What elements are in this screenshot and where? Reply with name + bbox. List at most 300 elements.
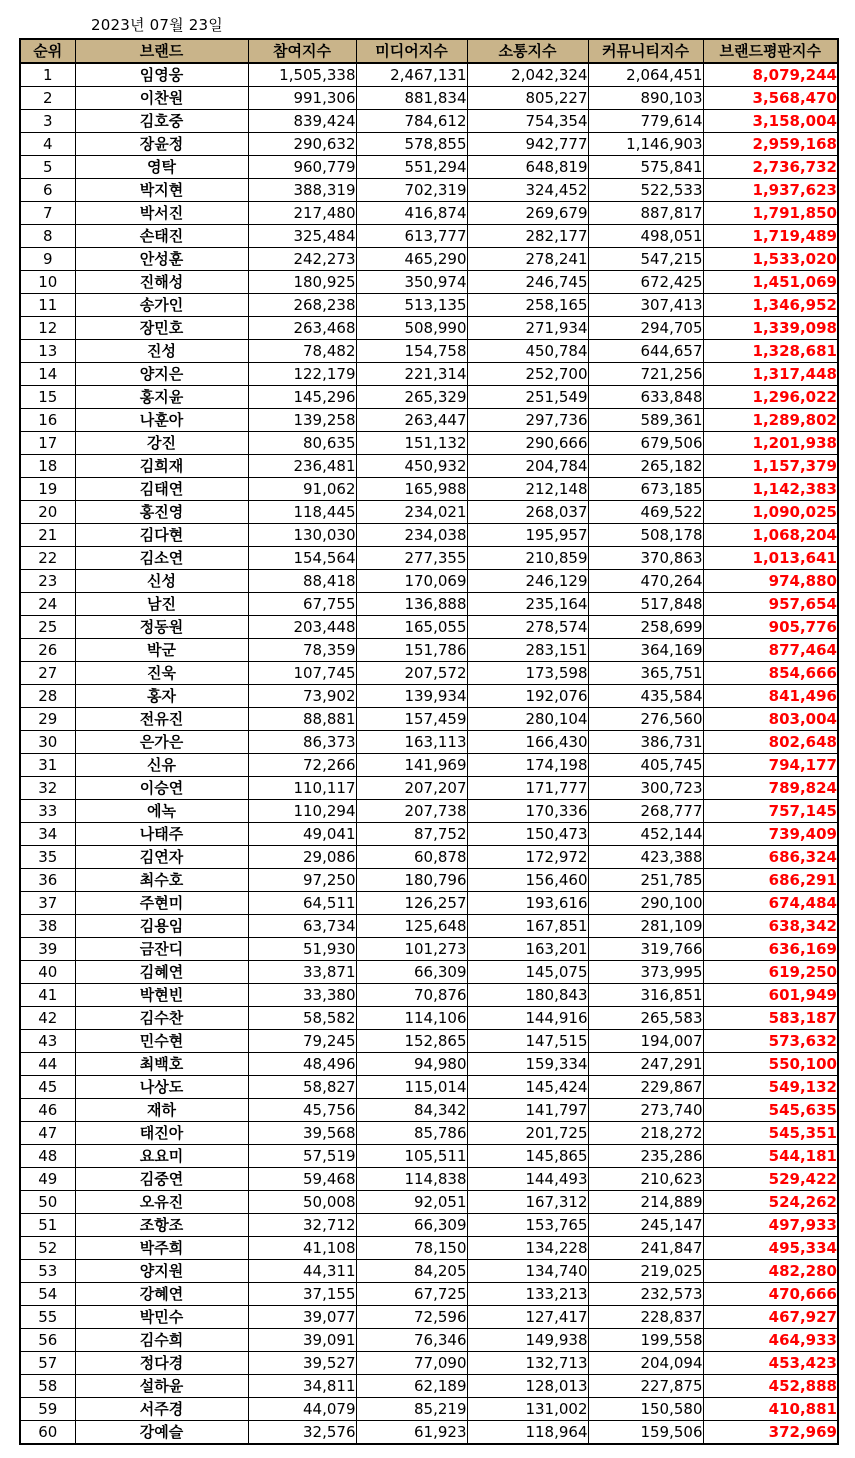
cell-brand-reputation: 803,004 [703, 708, 838, 731]
table-row [20, 1145, 838, 1168]
cell-brand-reputation: 410,881 [703, 1398, 838, 1421]
cell-media: 66,309 [356, 961, 467, 984]
cell-brand: 오유진 [75, 1191, 248, 1214]
cell-participation: 236,481 [248, 455, 356, 478]
cell-communication: 174,198 [467, 754, 588, 777]
cell-media: 87,752 [356, 823, 467, 846]
cell-community: 268,777 [588, 800, 703, 823]
table-row [20, 662, 838, 685]
cell-brand-reputation: 453,423 [703, 1352, 838, 1375]
cell-communication: 212,148 [467, 478, 588, 501]
cell-participation: 839,424 [248, 110, 356, 133]
cell-community: 199,558 [588, 1329, 703, 1352]
cell-brand-reputation: 8,079,244 [703, 63, 838, 87]
cell-media: 85,786 [356, 1122, 467, 1145]
table-row [20, 133, 838, 156]
cell-participation: 48,496 [248, 1053, 356, 1076]
cell-media: 101,273 [356, 938, 467, 961]
cell-communication: 131,002 [467, 1398, 588, 1421]
cell-community: 423,388 [588, 846, 703, 869]
cell-participation: 154,564 [248, 547, 356, 570]
cell-brand: 요요미 [75, 1145, 248, 1168]
cell-participation: 72,266 [248, 754, 356, 777]
cell-communication: 159,334 [467, 1053, 588, 1076]
cell-media: 221,314 [356, 363, 467, 386]
cell-rank: 54 [20, 1283, 75, 1306]
cell-rank: 50 [20, 1191, 75, 1214]
table-row [20, 340, 838, 363]
cell-community: 300,723 [588, 777, 703, 800]
cell-media: 508,990 [356, 317, 467, 340]
table-row [20, 63, 838, 87]
cell-community: 435,584 [588, 685, 703, 708]
cell-community: 469,522 [588, 501, 703, 524]
cell-brand: 강진 [75, 432, 248, 455]
cell-communication: 134,228 [467, 1237, 588, 1260]
cell-participation: 37,155 [248, 1283, 356, 1306]
cell-participation: 388,319 [248, 179, 356, 202]
cell-communication: 144,916 [467, 1007, 588, 1030]
cell-rank: 21 [20, 524, 75, 547]
column-header-brand: 브랜드 [75, 39, 248, 63]
cell-brand-reputation: 497,933 [703, 1214, 838, 1237]
cell-media: 207,738 [356, 800, 467, 823]
cell-brand-reputation: 1,142,383 [703, 478, 838, 501]
cell-brand-reputation: 802,648 [703, 731, 838, 754]
cell-brand: 나태주 [75, 823, 248, 846]
cell-brand-reputation: 1,296,022 [703, 386, 838, 409]
cell-brand: 홍진영 [75, 501, 248, 524]
column-header-media: 미디어지수 [356, 39, 467, 63]
cell-participation: 49,041 [248, 823, 356, 846]
cell-brand: 신성 [75, 570, 248, 593]
table-row [20, 248, 838, 271]
cell-brand-reputation: 877,464 [703, 639, 838, 662]
cell-community: 307,413 [588, 294, 703, 317]
cell-rank: 31 [20, 754, 75, 777]
cell-community: 2,064,451 [588, 63, 703, 87]
cell-communication: 246,129 [467, 570, 588, 593]
cell-participation: 263,468 [248, 317, 356, 340]
cell-brand: 에녹 [75, 800, 248, 823]
table-row [20, 225, 838, 248]
table-row [20, 639, 838, 662]
cell-participation: 268,238 [248, 294, 356, 317]
cell-communication: 942,777 [467, 133, 588, 156]
cell-participation: 39,091 [248, 1329, 356, 1352]
cell-media: 513,135 [356, 294, 467, 317]
cell-community: 405,745 [588, 754, 703, 777]
cell-brand: 신유 [75, 754, 248, 777]
cell-participation: 180,925 [248, 271, 356, 294]
cell-community: 316,851 [588, 984, 703, 1007]
cell-participation: 33,871 [248, 961, 356, 984]
cell-rank: 51 [20, 1214, 75, 1237]
cell-brand: 김용임 [75, 915, 248, 938]
cell-brand-reputation: 1,533,020 [703, 248, 838, 271]
cell-community: 589,361 [588, 409, 703, 432]
cell-brand-reputation: 789,824 [703, 777, 838, 800]
cell-participation: 73,902 [248, 685, 356, 708]
cell-brand-reputation: 2,959,168 [703, 133, 838, 156]
table-row [20, 593, 838, 616]
cell-rank: 57 [20, 1352, 75, 1375]
cell-brand-reputation: 470,666 [703, 1283, 838, 1306]
cell-brand-reputation: 1,328,681 [703, 340, 838, 363]
cell-community: 232,573 [588, 1283, 703, 1306]
table-row [20, 984, 838, 1007]
cell-rank: 58 [20, 1375, 75, 1398]
cell-participation: 34,811 [248, 1375, 356, 1398]
cell-communication: 201,725 [467, 1122, 588, 1145]
cell-brand: 이찬원 [75, 87, 248, 110]
cell-participation: 64,511 [248, 892, 356, 915]
cell-participation: 130,030 [248, 524, 356, 547]
cell-communication: 282,177 [467, 225, 588, 248]
cell-brand-reputation: 686,324 [703, 846, 838, 869]
report-date: 2023년 07월 23일 [91, 16, 223, 34]
cell-community: 890,103 [588, 87, 703, 110]
cell-brand: 양지원 [75, 1260, 248, 1283]
cell-media: 126,257 [356, 892, 467, 915]
cell-brand: 전유진 [75, 708, 248, 731]
cell-brand: 나상도 [75, 1076, 248, 1099]
cell-communication: 163,201 [467, 938, 588, 961]
cell-media: 105,511 [356, 1145, 467, 1168]
cell-participation: 33,380 [248, 984, 356, 1007]
cell-media: 165,988 [356, 478, 467, 501]
cell-rank: 19 [20, 478, 75, 501]
table-row [20, 524, 838, 547]
cell-community: 386,731 [588, 731, 703, 754]
cell-communication: 283,151 [467, 639, 588, 662]
cell-brand-reputation: 1,451,069 [703, 271, 838, 294]
cell-participation: 67,755 [248, 593, 356, 616]
cell-community: 547,215 [588, 248, 703, 271]
cell-community: 319,766 [588, 938, 703, 961]
cell-rank: 37 [20, 892, 75, 915]
cell-brand: 진성 [75, 340, 248, 363]
cell-participation: 57,519 [248, 1145, 356, 1168]
table-row [20, 87, 838, 110]
table-row [20, 708, 838, 731]
cell-communication: 246,745 [467, 271, 588, 294]
cell-media: 139,934 [356, 685, 467, 708]
cell-rank: 8 [20, 225, 75, 248]
cell-brand-reputation: 1,317,448 [703, 363, 838, 386]
cell-community: 294,705 [588, 317, 703, 340]
cell-participation: 110,294 [248, 800, 356, 823]
cell-communication: 133,213 [467, 1283, 588, 1306]
cell-media: 207,207 [356, 777, 467, 800]
column-header-brand-reputation: 브랜드평판지수 [703, 39, 838, 63]
cell-community: 281,109 [588, 915, 703, 938]
cell-brand-reputation: 573,632 [703, 1030, 838, 1053]
cell-participation: 80,635 [248, 432, 356, 455]
table-row [20, 1421, 838, 1445]
cell-participation: 203,448 [248, 616, 356, 639]
cell-media: 350,974 [356, 271, 467, 294]
cell-community: 470,264 [588, 570, 703, 593]
cell-communication: 193,616 [467, 892, 588, 915]
cell-brand: 서주경 [75, 1398, 248, 1421]
cell-brand: 양지은 [75, 363, 248, 386]
cell-community: 241,847 [588, 1237, 703, 1260]
cell-brand-reputation: 545,635 [703, 1099, 838, 1122]
cell-rank: 49 [20, 1168, 75, 1191]
cell-media: 114,838 [356, 1168, 467, 1191]
cell-brand: 이승연 [75, 777, 248, 800]
cell-community: 194,007 [588, 1030, 703, 1053]
cell-brand: 박현빈 [75, 984, 248, 1007]
table-row [20, 501, 838, 524]
cell-participation: 97,250 [248, 869, 356, 892]
cell-communication: 147,515 [467, 1030, 588, 1053]
cell-media: 152,865 [356, 1030, 467, 1053]
cell-brand: 김연자 [75, 846, 248, 869]
table-row [20, 317, 838, 340]
cell-media: 207,572 [356, 662, 467, 685]
cell-media: 151,786 [356, 639, 467, 662]
cell-rank: 29 [20, 708, 75, 731]
cell-rank: 32 [20, 777, 75, 800]
cell-brand-reputation: 1,719,489 [703, 225, 838, 248]
cell-brand-reputation: 905,776 [703, 616, 838, 639]
cell-community: 218,272 [588, 1122, 703, 1145]
cell-rank: 9 [20, 248, 75, 271]
cell-participation: 991,306 [248, 87, 356, 110]
cell-media: 784,612 [356, 110, 467, 133]
cell-brand-reputation: 601,949 [703, 984, 838, 1007]
cell-participation: 78,359 [248, 639, 356, 662]
cell-participation: 960,779 [248, 156, 356, 179]
table-row [20, 1076, 838, 1099]
cell-communication: 132,713 [467, 1352, 588, 1375]
cell-rank: 20 [20, 501, 75, 524]
cell-brand-reputation: 1,013,641 [703, 547, 838, 570]
cell-rank: 7 [20, 202, 75, 225]
cell-communication: 167,851 [467, 915, 588, 938]
cell-brand: 진해성 [75, 271, 248, 294]
cell-rank: 53 [20, 1260, 75, 1283]
cell-media: 78,150 [356, 1237, 467, 1260]
cell-participation: 29,086 [248, 846, 356, 869]
cell-community: 265,583 [588, 1007, 703, 1030]
cell-participation: 44,079 [248, 1398, 356, 1421]
cell-media: 72,596 [356, 1306, 467, 1329]
cell-media: 2,467,131 [356, 63, 467, 87]
cell-rank: 6 [20, 179, 75, 202]
cell-rank: 33 [20, 800, 75, 823]
cell-communication: 153,765 [467, 1214, 588, 1237]
cell-participation: 91,062 [248, 478, 356, 501]
cell-communication: 118,964 [467, 1421, 588, 1445]
cell-brand-reputation: 3,158,004 [703, 110, 838, 133]
cell-rank: 47 [20, 1122, 75, 1145]
cell-brand-reputation: 2,736,732 [703, 156, 838, 179]
cell-brand: 강혜연 [75, 1283, 248, 1306]
cell-community: 228,837 [588, 1306, 703, 1329]
cell-participation: 88,881 [248, 708, 356, 731]
cell-community: 210,623 [588, 1168, 703, 1191]
cell-participation: 63,734 [248, 915, 356, 938]
cell-participation: 139,258 [248, 409, 356, 432]
cell-media: 92,051 [356, 1191, 467, 1214]
table-row [20, 846, 838, 869]
table-row [20, 1099, 838, 1122]
cell-community: 258,699 [588, 616, 703, 639]
cell-rank: 28 [20, 685, 75, 708]
cell-community: 672,425 [588, 271, 703, 294]
cell-community: 365,751 [588, 662, 703, 685]
cell-rank: 16 [20, 409, 75, 432]
cell-community: 219,025 [588, 1260, 703, 1283]
cell-participation: 58,582 [248, 1007, 356, 1030]
table-row [20, 892, 838, 915]
table-row [20, 869, 838, 892]
cell-communication: 171,777 [467, 777, 588, 800]
cell-media: 151,132 [356, 432, 467, 455]
cell-communication: 324,452 [467, 179, 588, 202]
cell-rank: 60 [20, 1421, 75, 1445]
table-row [20, 777, 838, 800]
cell-community: 498,051 [588, 225, 703, 248]
cell-participation: 86,373 [248, 731, 356, 754]
cell-media: 277,355 [356, 547, 467, 570]
cell-rank: 55 [20, 1306, 75, 1329]
cell-media: 170,069 [356, 570, 467, 593]
cell-rank: 15 [20, 386, 75, 409]
cell-communication: 805,227 [467, 87, 588, 110]
cell-participation: 32,576 [248, 1421, 356, 1445]
cell-brand-reputation: 544,181 [703, 1145, 838, 1168]
cell-brand-reputation: 1,201,938 [703, 432, 838, 455]
cell-participation: 79,245 [248, 1030, 356, 1053]
table-row [20, 478, 838, 501]
cell-brand-reputation: 638,342 [703, 915, 838, 938]
cell-rank: 35 [20, 846, 75, 869]
cell-rank: 30 [20, 731, 75, 754]
cell-media: 61,923 [356, 1421, 467, 1445]
table-row [20, 294, 838, 317]
cell-brand-reputation: 619,250 [703, 961, 838, 984]
cell-brand-reputation: 529,422 [703, 1168, 838, 1191]
cell-media: 60,878 [356, 846, 467, 869]
cell-communication: 134,740 [467, 1260, 588, 1283]
cell-communication: 251,549 [467, 386, 588, 409]
cell-communication: 156,460 [467, 869, 588, 892]
cell-community: 214,889 [588, 1191, 703, 1214]
cell-media: 450,932 [356, 455, 467, 478]
cell-communication: 128,013 [467, 1375, 588, 1398]
cell-media: 115,014 [356, 1076, 467, 1099]
cell-communication: 280,104 [467, 708, 588, 731]
cell-brand: 김희재 [75, 455, 248, 478]
cell-media: 125,648 [356, 915, 467, 938]
cell-brand-reputation: 550,100 [703, 1053, 838, 1076]
cell-brand-reputation: 452,888 [703, 1375, 838, 1398]
cell-communication: 150,473 [467, 823, 588, 846]
cell-brand: 박서진 [75, 202, 248, 225]
cell-brand: 영탁 [75, 156, 248, 179]
table-row [20, 156, 838, 179]
cell-participation: 242,273 [248, 248, 356, 271]
cell-participation: 1,505,338 [248, 63, 356, 87]
cell-media: 702,319 [356, 179, 467, 202]
cell-media: 85,219 [356, 1398, 467, 1421]
cell-media: 67,725 [356, 1283, 467, 1306]
cell-participation: 88,418 [248, 570, 356, 593]
table-row [20, 386, 838, 409]
cell-brand-reputation: 636,169 [703, 938, 838, 961]
cell-rank: 12 [20, 317, 75, 340]
cell-community: 159,506 [588, 1421, 703, 1445]
cell-brand-reputation: 583,187 [703, 1007, 838, 1030]
cell-brand: 은가은 [75, 731, 248, 754]
cell-brand-reputation: 495,334 [703, 1237, 838, 1260]
table-row [20, 685, 838, 708]
header-row [20, 39, 838, 63]
cell-rank: 5 [20, 156, 75, 179]
column-header-rank: 순위 [20, 39, 75, 63]
cell-community: 235,286 [588, 1145, 703, 1168]
cell-brand-reputation: 524,262 [703, 1191, 838, 1214]
cell-brand-reputation: 794,177 [703, 754, 838, 777]
cell-rank: 24 [20, 593, 75, 616]
cell-community: 364,169 [588, 639, 703, 662]
cell-participation: 122,179 [248, 363, 356, 386]
cell-media: 62,189 [356, 1375, 467, 1398]
cell-rank: 40 [20, 961, 75, 984]
cell-community: 779,614 [588, 110, 703, 133]
cell-brand-reputation: 841,496 [703, 685, 838, 708]
cell-communication: 127,417 [467, 1306, 588, 1329]
cell-brand: 태진아 [75, 1122, 248, 1145]
cell-brand-reputation: 464,933 [703, 1329, 838, 1352]
cell-media: 234,021 [356, 501, 467, 524]
cell-communication: 166,430 [467, 731, 588, 754]
cell-rank: 27 [20, 662, 75, 685]
cell-community: 247,291 [588, 1053, 703, 1076]
cell-media: 157,459 [356, 708, 467, 731]
table-row [20, 1352, 838, 1375]
cell-communication: 173,598 [467, 662, 588, 685]
cell-rank: 36 [20, 869, 75, 892]
cell-community: 370,863 [588, 547, 703, 570]
cell-brand-reputation: 674,484 [703, 892, 838, 915]
table-row [20, 110, 838, 133]
cell-communication: 145,424 [467, 1076, 588, 1099]
cell-communication: 297,736 [467, 409, 588, 432]
cell-communication: 167,312 [467, 1191, 588, 1214]
cell-brand-reputation: 1,937,623 [703, 179, 838, 202]
table-row [20, 1329, 838, 1352]
cell-participation: 39,077 [248, 1306, 356, 1329]
cell-brand-reputation: 957,654 [703, 593, 838, 616]
cell-participation: 39,568 [248, 1122, 356, 1145]
cell-brand-reputation: 372,969 [703, 1421, 838, 1445]
column-header-communication: 소통지수 [467, 39, 588, 63]
cell-rank: 2 [20, 87, 75, 110]
cell-brand-reputation: 1,090,025 [703, 501, 838, 524]
cell-rank: 41 [20, 984, 75, 1007]
cell-community: 276,560 [588, 708, 703, 731]
cell-communication: 754,354 [467, 110, 588, 133]
cell-brand: 민수현 [75, 1030, 248, 1053]
cell-participation: 32,712 [248, 1214, 356, 1237]
table-row [20, 1260, 838, 1283]
cell-community: 150,580 [588, 1398, 703, 1421]
